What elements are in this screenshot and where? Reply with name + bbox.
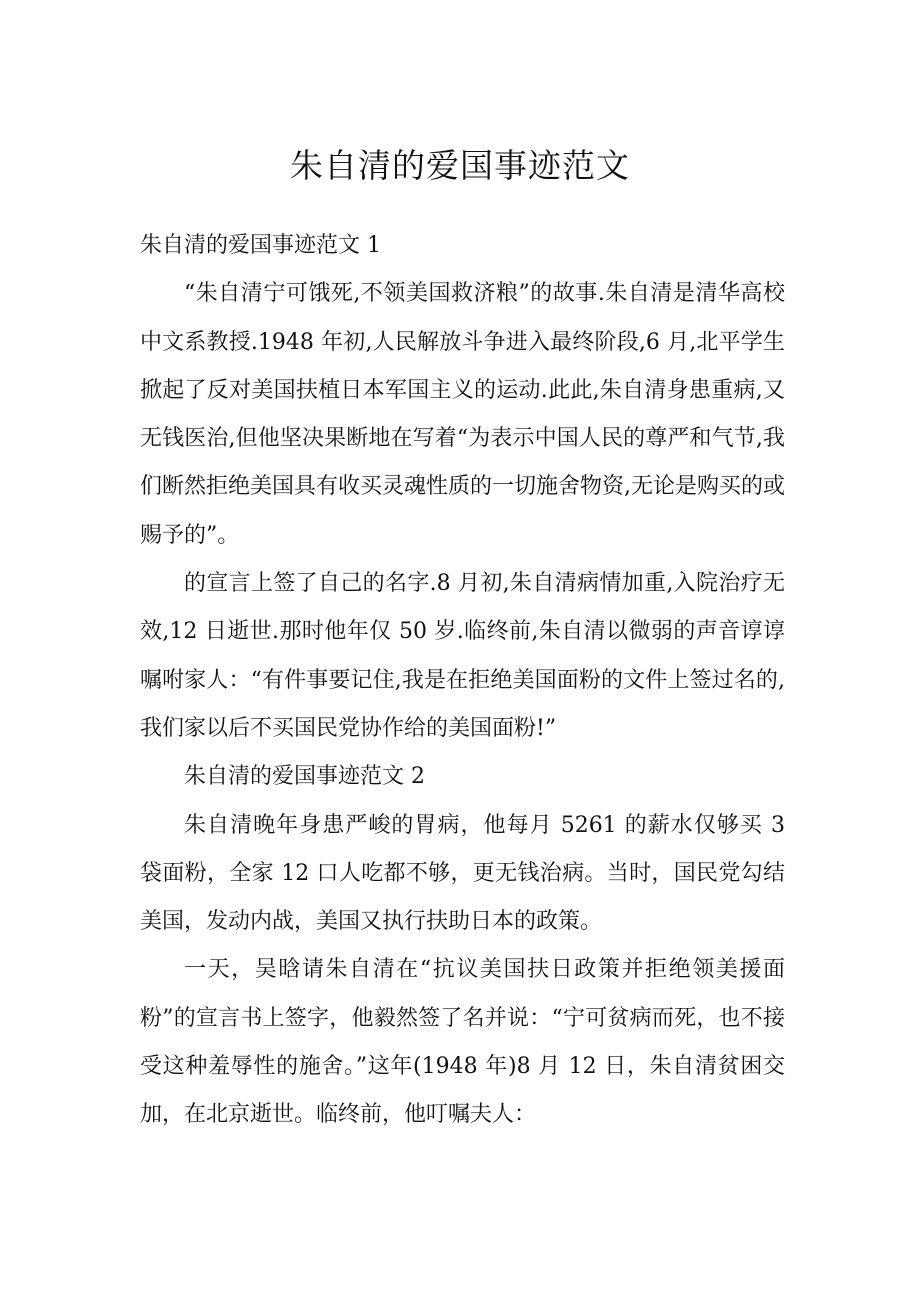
paragraph-4: 一天，吴晗请朱自清在“抗议美国扶日政策并拒绝领美援面粉”的宣言书上签字，他毅然签了名并说：“宁可贫病而死，也不接受这种羞辱性的施舍。”这年(1948 年)8 月 12 日，朱自清贫困交加，在北京逝世。临终前，他叮嘱夫人： (140, 957, 785, 1128)
document-body (140, 222, 785, 1140)
section-heading-2: 朱自清的爱国事迹范文 2 (184, 764, 425, 790)
paragraph-2: 的宣言上签了自己的名字.8 月初,朱自清病情加重,入院治疗无效,12 日逝世.那时他年仅 50 岁.临终前,朱自清以微弱的声音谆谆嘱咐家人：“有件事要记住,我是在拒绝美国面粉的文件上签过名的,我们家以后不买国民党协作给的美国面粉!” (140, 571, 785, 741)
paragraph-3: 朱自清晚年身患严峻的胃病，他每月 5261 的薪水仅够买 3 袋面粉，全家 12 口人吃都不够，更无钱治病。当时，国民党勾结美国，发动内战，美国又执行扶助日本的政策。 (140, 812, 785, 935)
paragraph-1: “朱自清宁可饿死,不领美国救济粮”的故事.朱自清是清华高校中文系教授.1948 年初,人民解放斗争进入最终阶段,6 月,北平学生掀起了反对美国扶植日本军国主义的运动.此此,朱自清身患重病,又无钱医治,但他坚决果断地在写着“为表示中国人民的尊严和气节,我们断然拒绝美国具有收买灵魂性质的一切施舍物资,无论是购买的或赐予的”。 (140, 281, 785, 548)
document-title: 朱自清的爱国事迹范文 (290, 146, 630, 185)
section-heading-1: 朱自清的爱国事迹范文 1 (140, 233, 381, 258)
